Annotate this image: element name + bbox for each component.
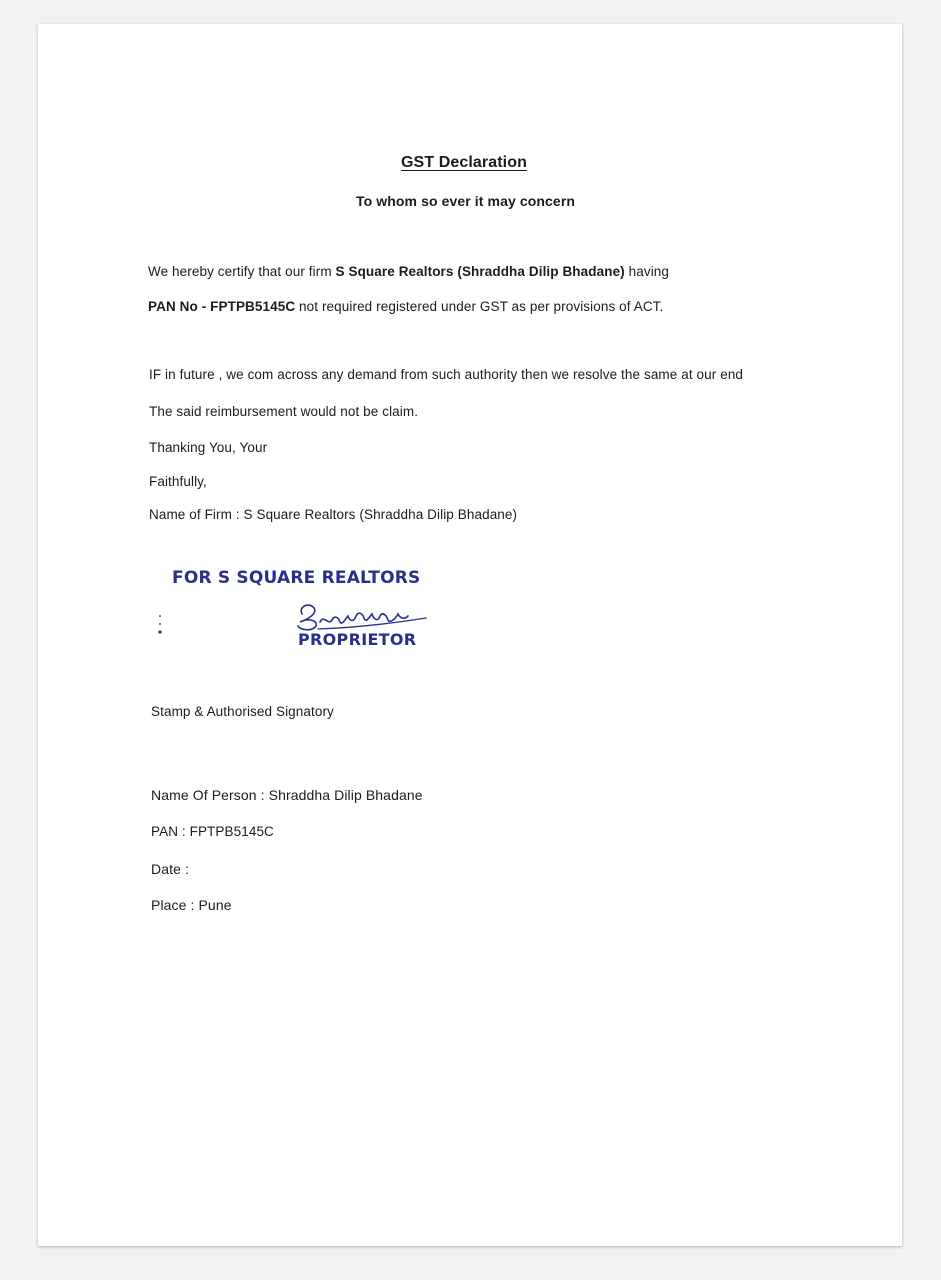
certify-line-1: [148, 264, 669, 279]
closing-thanks: Thanking You, Your: [149, 440, 268, 455]
certify-line-2: [148, 299, 663, 314]
document-page: [38, 24, 902, 1246]
firm-name-bold: S Square Realtors (Shraddha Dilip Bhadane): [335, 264, 625, 279]
document-title: GST Declaration: [401, 154, 527, 171]
certify-suffix: having: [624, 264, 670, 279]
closing-faithfully: Faithfully,: [149, 474, 207, 489]
place-line: Place : Pune: [151, 897, 232, 913]
document-subtitle: To whom so ever it may concern: [356, 193, 576, 209]
stamp-label: Stamp & Authorised Signatory: [151, 704, 334, 719]
stamp-firm-text: FOR S SQUARE REALTORS: [172, 568, 421, 588]
stamp-dots-mark: [157, 612, 163, 636]
date-line: Date :: [151, 861, 189, 877]
reimbursement-line: The said reimbursement would not be claim.: [149, 404, 419, 419]
person-name-line: Name Of Person : Shraddha Dilip Bhadane: [151, 787, 423, 803]
pan-line: PAN : FPTPB5145C: [151, 824, 274, 839]
certify-line-2-suffix: not required registered under GST as per provisions of ACT.: [295, 299, 664, 314]
stamp-role-text: PROPRIETOR: [298, 630, 417, 649]
certify-prefix: We hereby certify that our firm: [148, 264, 336, 279]
future-line: IF in future , we com across any demand from such authority then we resolve the same at our end: [149, 367, 744, 382]
firm-name-line: Name of Firm : S Square Realtors (Shraddha Dilip Bhadane): [149, 507, 518, 522]
pan-bold: PAN No - FPTPB5145C: [148, 299, 296, 314]
